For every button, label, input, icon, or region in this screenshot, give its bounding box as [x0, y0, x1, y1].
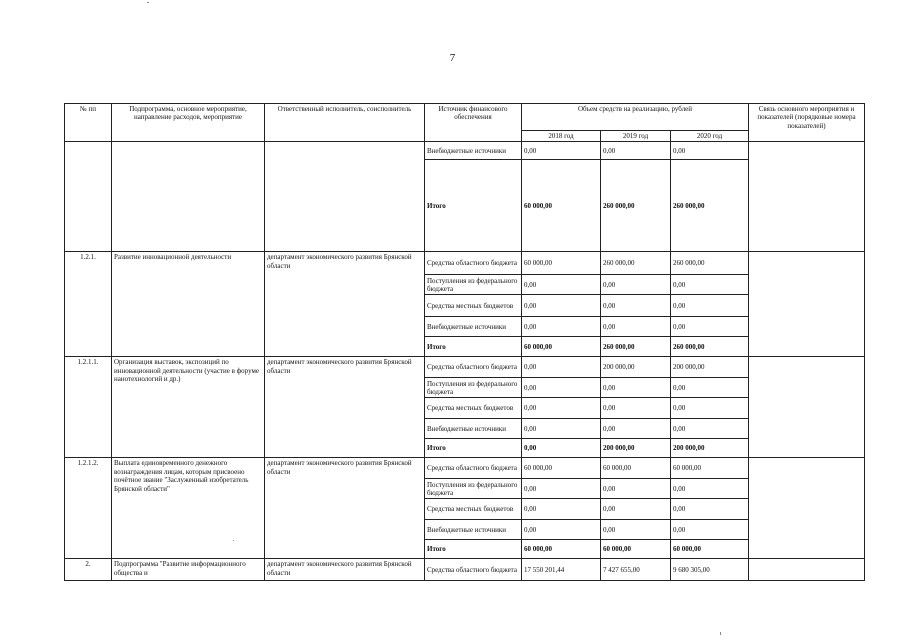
- executor-cell: департамент экономического развития Брянской области: [265, 357, 425, 458]
- value-cell: 0,00: [671, 479, 749, 499]
- value-cell: 0,00: [601, 398, 671, 419]
- value-cell: 0,00: [601, 520, 671, 540]
- link-cell: [749, 252, 865, 357]
- header-link: Связь основного мероприятия и показателей (порядковые номера показателей): [749, 104, 865, 142]
- value-cell: 60 000,00: [601, 458, 671, 479]
- value-cell: 0,00: [522, 295, 601, 317]
- header-num: № пп: [65, 104, 112, 142]
- num-cell: 1.2.1.2.: [65, 458, 112, 559]
- source-label: Итого: [425, 439, 522, 458]
- value-cell: 0,00: [671, 419, 749, 439]
- value-cell: 0,00: [522, 275, 601, 295]
- table-row: [65, 357, 865, 378]
- source-label: Средства местных бюджетов: [425, 295, 522, 317]
- source-label: Внебюджетные источники: [425, 142, 522, 160]
- value-cell: 0,00: [601, 378, 671, 398]
- table-row: [65, 559, 865, 581]
- value-cell: 60 000,00: [671, 540, 749, 559]
- value-cell: 0,00: [522, 419, 601, 439]
- header-executor: Ответственный исполнитель, соисполнитель: [265, 104, 425, 142]
- value-cell: 0,00: [601, 142, 671, 160]
- value-cell: 0,00: [522, 398, 601, 419]
- header-volume: Объем средств на реализацию, рублей: [522, 104, 749, 131]
- header-year: 2018 год: [522, 131, 601, 142]
- value-cell: 0,00: [601, 479, 671, 499]
- num-cell: 2.: [65, 559, 112, 581]
- source-label: Средства областного бюджета: [425, 559, 522, 581]
- source-label: Внебюджетные источники: [425, 520, 522, 540]
- value-cell: 60 000,00: [522, 458, 601, 479]
- value-cell: 260 000,00: [671, 337, 749, 357]
- program-cell: Выплата единовременного денежного вознаграждения лицам, которым присвоено почётное звание "Заслуженный изобретатель Брянской области": [112, 458, 265, 559]
- value-cell: 0,00: [671, 142, 749, 160]
- source-label: Средства местных бюджетов: [425, 398, 522, 419]
- value-cell: 60 000,00: [522, 252, 601, 275]
- value-cell: 0,00: [601, 317, 671, 337]
- source-label: Поступления из федерального бюджета: [425, 275, 522, 295]
- source-label: Итого: [425, 540, 522, 559]
- header-year: 2020 год: [671, 131, 749, 142]
- value-cell: 0,00: [671, 520, 749, 540]
- page-number: 7: [449, 52, 456, 64]
- value-cell: 260 000,00: [601, 160, 671, 252]
- value-cell: 200 000,00: [601, 439, 671, 458]
- link-cell: [749, 458, 865, 559]
- value-cell: 0,00: [522, 479, 601, 499]
- source-label: Внебюджетные источники: [425, 317, 522, 337]
- value-cell: 7 427 655,00: [601, 559, 671, 581]
- value-cell: 0,00: [522, 499, 601, 520]
- value-cell: 0,00: [522, 378, 601, 398]
- program-cell: [112, 142, 265, 252]
- value-cell: 0,00: [522, 317, 601, 337]
- value-cell: 200 000,00: [671, 357, 749, 378]
- executor-cell: департамент экономического развития Брянской области: [265, 458, 425, 559]
- value-cell: 0,00: [671, 275, 749, 295]
- value-cell: 60 000,00: [671, 458, 749, 479]
- value-cell: 0,00: [522, 520, 601, 540]
- source-label: Итого: [425, 337, 522, 357]
- header-year: 2019 год: [601, 131, 671, 142]
- link-cell: [749, 559, 865, 581]
- source-label: Средства областного бюджета: [425, 252, 522, 275]
- program-cell: Подпрограмма "Развитие информационного общества и: [112, 559, 265, 581]
- value-cell: 60 000,00: [522, 337, 601, 357]
- value-cell: 0,00: [522, 142, 601, 160]
- source-label: Итого: [425, 160, 522, 252]
- table-row: [65, 458, 865, 479]
- value-cell: 0,00: [671, 398, 749, 419]
- value-cell: 260 000,00: [601, 252, 671, 275]
- value-cell: 0,00: [601, 275, 671, 295]
- value-cell: 0,00: [522, 357, 601, 378]
- num-cell: [65, 142, 112, 252]
- source-label: Внебюджетные источники: [425, 419, 522, 439]
- value-cell: 0,00: [671, 499, 749, 520]
- value-cell: 9 680 305,00: [671, 559, 749, 581]
- program-cell: Развитие инновационной деятельности: [112, 252, 265, 357]
- num-cell: 1.2.1.1.: [65, 357, 112, 458]
- executor-cell: департамент экономического развития Брянской области: [265, 252, 425, 357]
- value-cell: 260 000,00: [671, 160, 749, 252]
- program-cell: Организация выставок, экспозиций по инновационной деятельности (участие в форуме нанотехнологий и др.): [112, 357, 265, 458]
- value-cell: 260 000,00: [601, 337, 671, 357]
- link-cell: [749, 142, 865, 252]
- value-cell: 260 000,00: [671, 252, 749, 275]
- value-cell: 60 000,00: [601, 540, 671, 559]
- source-label: Поступления из федерального бюджета: [425, 479, 522, 499]
- value-cell: 0,00: [601, 499, 671, 520]
- value-cell: 0,00: [671, 295, 749, 317]
- source-label: Поступления из федерального бюджета: [425, 378, 522, 398]
- value-cell: 200 000,00: [601, 357, 671, 378]
- financing-table: [64, 103, 865, 581]
- source-label: Средства областного бюджета: [425, 458, 522, 479]
- source-label: Средства местных бюджетов: [425, 499, 522, 520]
- executor-cell: департамент экономического развития Брянской области: [265, 559, 425, 581]
- value-cell: 0,00: [671, 378, 749, 398]
- value-cell: 200 000,00: [671, 439, 749, 458]
- executor-cell: [265, 142, 425, 252]
- value-cell: 60 000,00: [522, 540, 601, 559]
- table-row: [65, 252, 865, 275]
- value-cell: 0,00: [601, 419, 671, 439]
- value-cell: 0,00: [601, 295, 671, 317]
- value-cell: 17 550 201,44: [522, 559, 601, 581]
- source-label: Средства областного бюджета: [425, 357, 522, 378]
- value-cell: 60 000,00: [522, 160, 601, 252]
- value-cell: 0,00: [671, 317, 749, 337]
- header-program: Подпрограмма, основное мероприятие, направление расходов, мероприятие: [112, 104, 265, 142]
- header-row: [65, 104, 865, 131]
- value-cell: 0,00: [522, 439, 601, 458]
- header-source: Источник финансового обеспечения: [425, 104, 522, 142]
- table-row: [65, 142, 865, 160]
- link-cell: [749, 357, 865, 458]
- num-cell: 1.2.1.: [65, 252, 112, 357]
